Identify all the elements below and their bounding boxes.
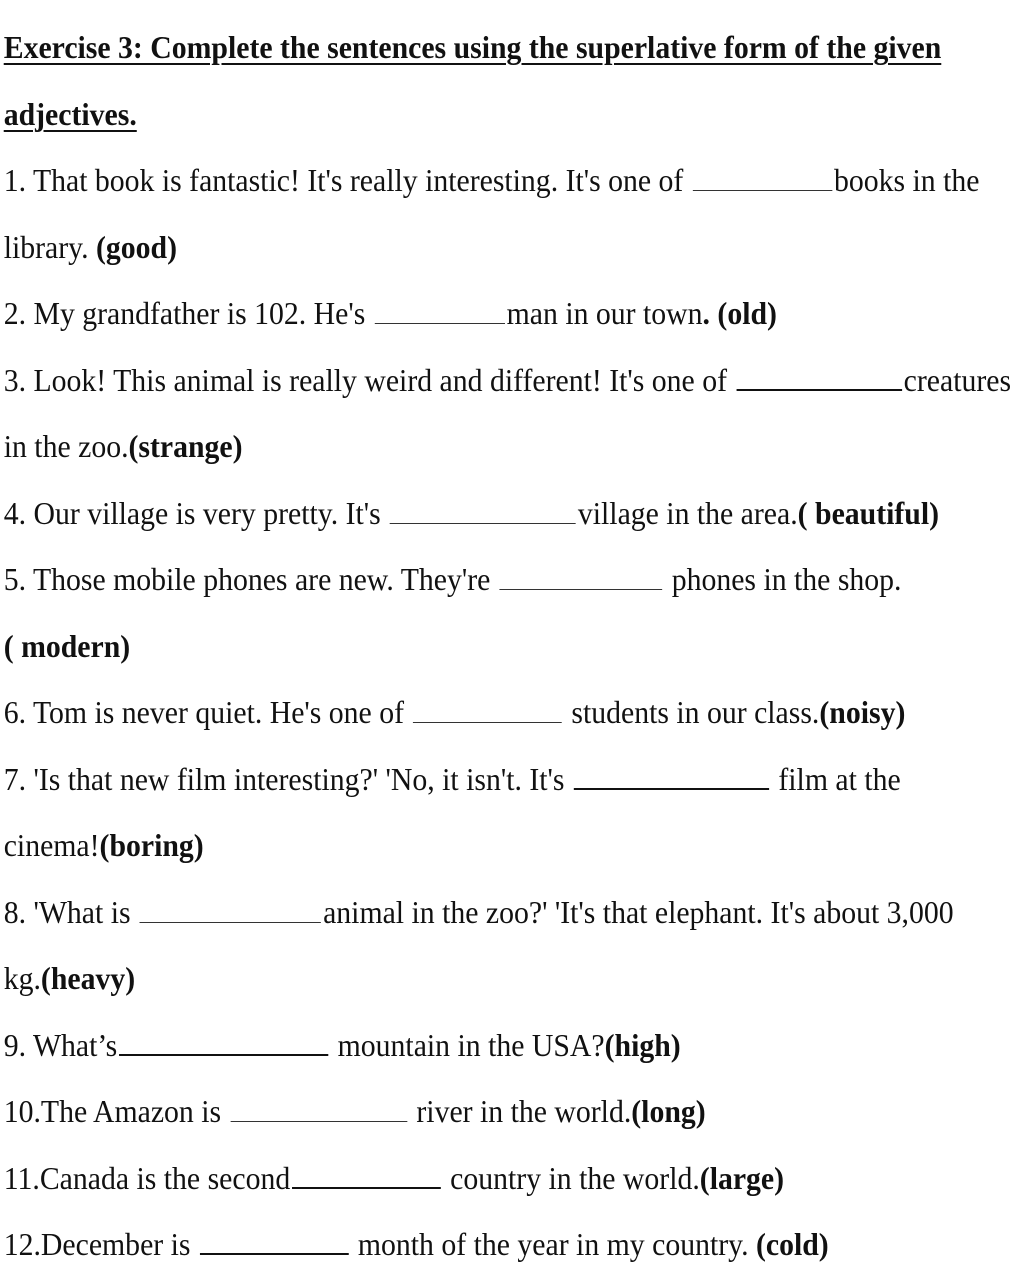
sentence-2 [4,280,949,347]
hint-noisy: (noisy) [819,694,906,730]
answer-blank-11[interactable] [292,1165,441,1189]
sentence-11-text: 11.Canada is the second [3,1159,291,1196]
sentence-5-cont [4,613,949,680]
sentence-10 [4,1078,949,1145]
sentence-1-cont-text: library. [3,228,96,265]
sentence-12-text-end: month of the year in my country. [350,1226,756,1262]
answer-blank-6[interactable] [413,700,562,723]
hint-heavy: (heavy) [40,960,136,996]
sentence-7-text: 7. 'Is that new film interesting?' 'No, it isn't. It's [3,760,572,797]
hint-cold: (cold) [755,1226,829,1262]
sentence-8-cont [4,945,949,1012]
sentence-2-text: 2. My grandfather is 102. He's [3,295,373,331]
sentence-8 [3,879,954,946]
hint-old: . (old) [702,295,777,331]
sentence-6-text-end: students in our class. [563,694,820,730]
answer-blank-3[interactable] [736,367,902,391]
sentence-4-text: 4. Our village is very pretty. It's [3,494,389,531]
sentence-11 [4,1145,949,1212]
sentence-9 [4,1012,949,1079]
sentence-9-text-end: mountain in the USA? [330,1026,605,1063]
answer-blank-8[interactable] [140,900,321,923]
exercise-title-line-2: adjectives. [3,95,137,132]
sentence-5 [4,546,949,613]
sentence-3-text-end: creatures [903,361,1012,398]
answer-blank-10[interactable] [230,1099,407,1122]
answer-blank-4[interactable] [390,501,576,524]
sentence-7-cont-text: cinema! [3,827,100,863]
sentence-9-text: 9. What’s [3,1026,118,1063]
sentence-11-text-end: country in the world. [442,1159,700,1196]
sentence-2-text-end: man in our town [506,295,703,331]
sentence-1 [3,147,980,214]
sentence-8-text-end: animal in the zoo?' 'It's that elephant. It's about 3,000 [323,893,954,930]
hint-good: (good) [95,228,178,265]
sentence-4 [4,480,949,547]
sentence-7-text-end: film at the [770,760,901,797]
sentence-7 [4,746,949,813]
hint-modern: ( modern) [3,627,131,664]
sentence-5-text: 5. Those mobile phones are new. They're [3,561,498,597]
hint-long: (long) [631,1093,706,1129]
sentence-5-text-end: phones in the shop. [664,561,902,597]
sentence-6 [4,679,949,746]
exercise-title-line-1: Exercise 3: Complete the sentences using the superlative form of the given [3,29,942,65]
sentence-3-cont-text: in the zoo. [3,428,129,464]
sentence-1-cont [4,214,949,281]
sentence-3-text: 3. Look! This animal is really weird and different! It's one of [3,361,735,398]
answer-blank-7[interactable] [574,766,769,790]
answer-blank-1[interactable] [693,168,833,191]
sentence-10-text: 10.The Amazon is [3,1093,229,1129]
hint-large: (large) [699,1159,785,1196]
sentence-10-text-end: river in the world. [408,1093,632,1129]
sentence-8-cont-text: kg. [3,960,41,996]
sentence-12-text: 12.December is [3,1226,198,1262]
hint-beautiful: ( beautiful) [797,494,940,531]
sentence-6-text: 6. Tom is never quiet. He's one of [3,694,412,730]
hint-boring: (boring) [99,827,204,863]
sentence-1-text: 1. That book is fantastic! It's really interesting. It's one of [3,162,691,198]
hint-strange: (strange) [128,428,243,464]
answer-blank-5[interactable] [500,567,663,590]
answer-blank-2[interactable] [375,301,505,324]
sentence-1-text-end: books in the [833,162,980,198]
sentence-3 [3,347,1012,414]
answer-blank-9[interactable] [119,1032,328,1056]
sentence-7-cont [4,812,949,879]
hint-high: (high) [604,1026,681,1063]
sentence-12 [4,1211,949,1278]
answer-blank-12[interactable] [200,1231,349,1255]
sentence-4-text-end: village in the area. [577,494,798,531]
sentence-3-cont [4,413,949,480]
sentence-8-text: 8. 'What is [3,893,139,930]
